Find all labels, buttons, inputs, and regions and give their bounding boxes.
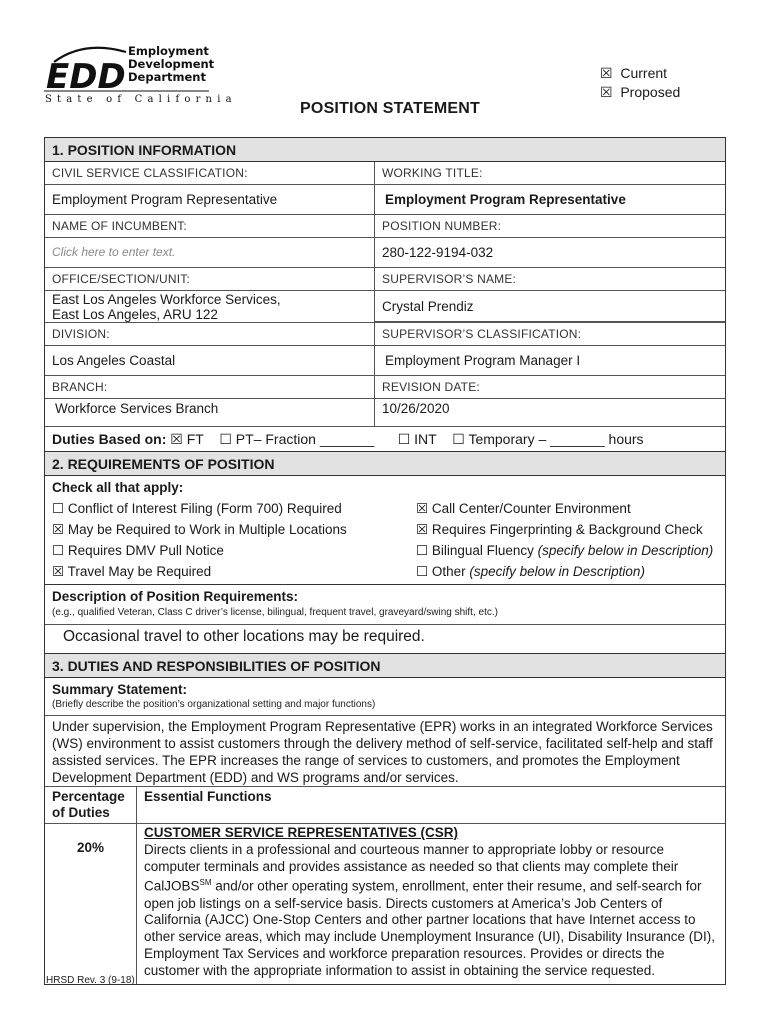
revision-date-field[interactable]: 10/26/2020 — [382, 401, 450, 416]
svg-text:State of California: State of California — [45, 94, 237, 105]
form-revision-footer: HRSD Rev. 3 (9-18) — [46, 975, 135, 986]
row-function-text[interactable]: CUSTOMER SERVICE REPRESENTATIVES (CSR) Directs clients in a professional and courteous manner to appropriate lobby or resource computer terminals and provides assistance as needed so that clients may complete their CalJOBS℠ and/or other operating system, enrollment, enter their resume, and self-search for open job listings on a self-service basis. Directs customers at America’s Job Centers of California (AJCC) One-Stop Centers and other partner locations that have Internet access to other service areas, which may include Unemployment Insurance (UI), Disability Insurance (DI), Employment Tax Services and workforce preparation resources. Provides or directs the customer with the appropriate information to assist in obtaining the service requested. — [137, 824, 725, 984]
current-check[interactable]: ☒ Current — [600, 65, 668, 81]
branch-field[interactable]: Workforce Services Branch — [45, 399, 375, 426]
int-checkbox[interactable]: ☐ INT — [397, 431, 437, 447]
requirements-checklist — [45, 476, 725, 585]
row-function-title: CUSTOMER SERVICE REPRESENTATIVES (CSR) — [144, 825, 459, 840]
duties-based-on-row: Duties Based on: ☒ FT ☐ PT– Fraction _______ ☐ INT ☐ Temporary – _______ hours — [45, 427, 725, 452]
revision-label: REVISION DATE: — [382, 380, 480, 394]
req-dmv-pull[interactable]: ☐ Requires DMV Pull Notice — [52, 543, 224, 558]
req-call-center[interactable]: ☒ Call Center/Counter Environment — [416, 501, 631, 516]
req-fingerprinting[interactable]: ☒ Requires Fingerprinting & Background Check — [416, 522, 703, 537]
incumbent-label: NAME OF INCUMBENT: — [45, 215, 375, 237]
essential-functions-table — [45, 786, 725, 984]
civil-service-field[interactable]: Employment Program Representative — [45, 185, 375, 214]
req-conflict-of-interest[interactable]: ☐ Conflict of Interest Filing (Form 700) Required — [52, 501, 342, 516]
req-travel[interactable]: ☒ Travel May be Required — [52, 564, 212, 579]
pt-checkbox[interactable]: ☐ PT– Fraction _______ — [219, 431, 375, 447]
office-label: OFFICE/SECTION/UNIT: — [45, 268, 375, 290]
percentage-header: Percentage of Duties — [45, 787, 137, 823]
proposed-check[interactable]: ☒ Proposed — [600, 84, 681, 100]
section-1-header: 1. POSITION INFORMATION — [45, 138, 725, 162]
check-all-title: Check all that apply: — [52, 480, 184, 495]
table-row — [45, 823, 725, 984]
branch-label: BRANCH: — [45, 376, 375, 398]
status-checks — [600, 64, 680, 102]
essential-functions-header: Essential Functions — [144, 789, 272, 804]
supervisor-class-label: SUPERVISOR’S CLASSIFICATION: — [382, 327, 582, 341]
logo-mark: EDD — [46, 57, 126, 97]
position-number-field[interactable]: 280-122-9194-032 — [382, 245, 494, 260]
summary-title: Summary Statement: — [52, 682, 188, 697]
incumbent-field[interactable]: Click here to enter text. — [45, 238, 375, 267]
description-hint: (e.g., qualified Veteran, Class C driver’s license, bilingual, frequent travel, graveyard/swing shift, etc.) — [45, 607, 725, 625]
req-multiple-locations[interactable]: ☒ May be Required to Work in Multiple Locations — [52, 522, 347, 537]
req-other[interactable]: ☐ Other (specify below in Description) — [416, 564, 645, 579]
division-field[interactable]: Los Angeles Coastal — [45, 346, 375, 375]
supervisor-class-field[interactable]: Employment Program Manager I — [385, 353, 581, 368]
office-field[interactable]: East Los Angeles Workforce Services, East Los Angeles, ARU 122 — [45, 291, 375, 322]
supervisor-name-label: SUPERVISOR’S NAME: — [382, 272, 517, 286]
page-title: POSITION STATEMENT — [300, 100, 480, 117]
ft-checkbox[interactable]: ☒ FT — [170, 431, 204, 447]
edd-logo — [44, 44, 237, 105]
section-2-header: 2. REQUIREMENTS OF POSITION — [45, 452, 725, 476]
summary-hint: (Briefly describe the position’s organizational setting and major functions) — [45, 699, 725, 716]
position-number-label: POSITION NUMBER: — [382, 219, 502, 233]
svg-text:Department: Department — [128, 70, 206, 84]
working-title-field[interactable]: Employment Program Representative — [385, 192, 626, 207]
supervisor-name-field[interactable]: Crystal Prendiz — [375, 291, 725, 322]
description-field[interactable]: Occasional travel to other locations may be required. — [63, 628, 425, 645]
summary-field[interactable]: Under supervision, the Employment Program Representative (EPR) works in an integrated Workforce Services (WS) environment to assist customers through the delivery method of self-service, facilitated self-help and staff assisted services. The EPR increases the range of services to customers, and promotes the Employment Development Department (EDD) and WS programs and/or services. — [52, 719, 713, 785]
description-title: Description of Position Requirements: — [52, 589, 299, 604]
position-statement-form — [44, 137, 726, 985]
temporary-checkbox[interactable]: ☐ Temporary – _______ hours — [452, 431, 644, 447]
civil-service-label: CIVIL SERVICE CLASSIFICATION: — [45, 162, 375, 184]
svg-text:Development: Development — [128, 57, 215, 71]
division-label: DIVISION: — [45, 323, 375, 345]
row-percentage[interactable]: 20% — [45, 824, 137, 984]
section-3-header: 3. DUTIES AND RESPONSIBILITIES OF POSITION — [45, 654, 725, 678]
svg-text:Employment: Employment — [128, 44, 209, 58]
req-bilingual[interactable]: ☐ Bilingual Fluency (specify below in Description) — [416, 543, 714, 558]
working-title-label: WORKING TITLE: — [382, 166, 483, 180]
